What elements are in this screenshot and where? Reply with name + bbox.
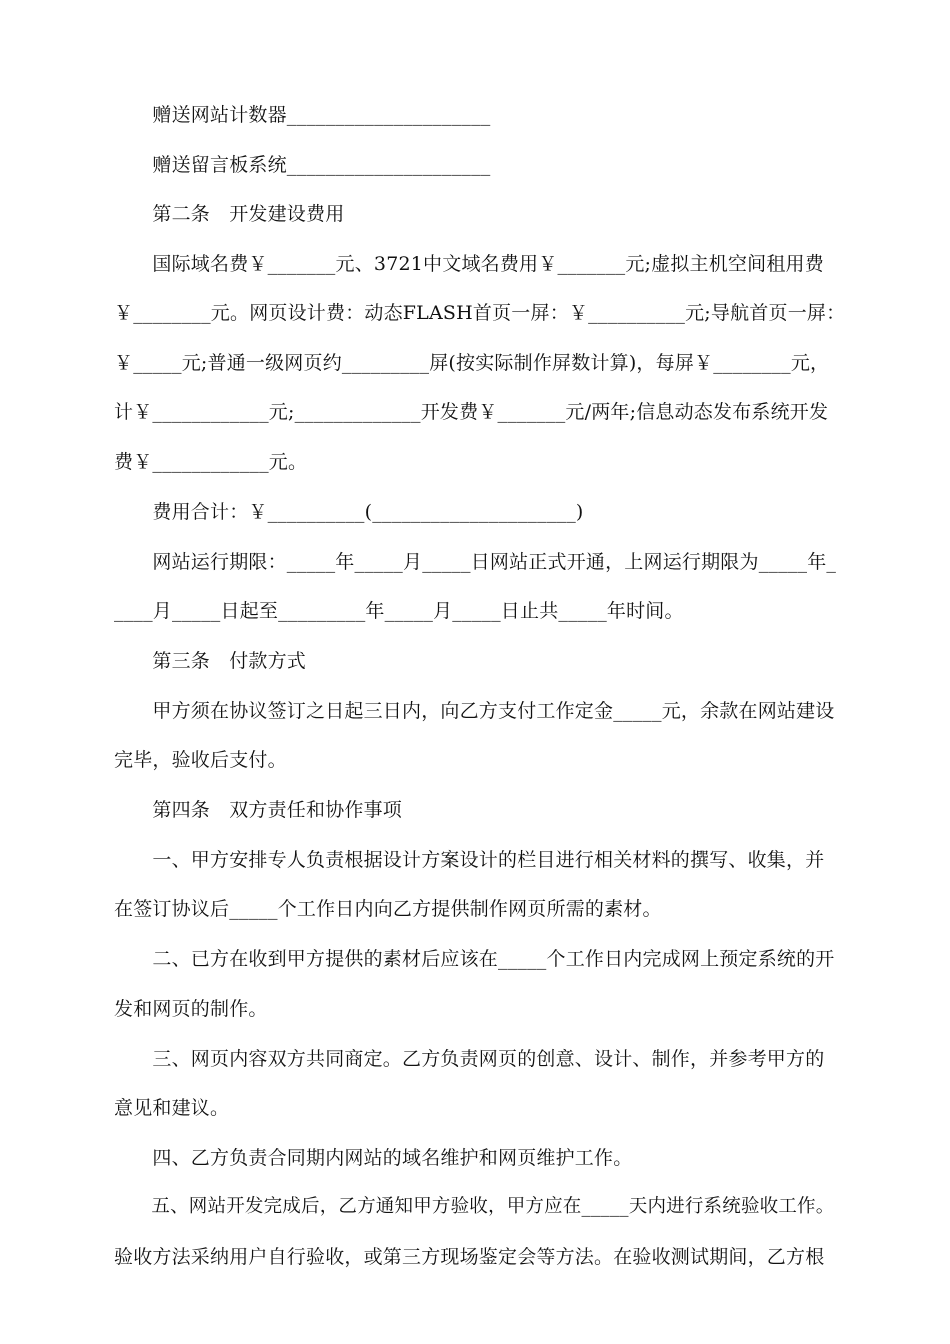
text-line: 一、甲方安排专人负责根据设计方案设计的栏目进行相关材料的撰写、收集，并 [114,849,825,871]
text-line: 费￥____________元。 [114,451,308,473]
text-line: 费用合计：￥__________(_____________________) [114,501,584,523]
section-heading: 第四条 双方责任和协作事项 [114,799,403,821]
text-line: 计￥____________元;_____________开发费￥_______元/两年;信息动态发布系统开发 [114,401,829,423]
text-line: 国际域名费￥_______元、3721中文域名费用￥_______元;虚拟主机空间租用费 [114,253,824,275]
text-line: 二、已方在收到甲方提供的素材后应该在_____个工作日内完成网上预定系统的开 [114,948,835,970]
text-line: 五、网站开发完成后，乙方通知甲方验收，甲方应在_____天内进行系统验收工作。 [114,1196,835,1217]
text-line: 发和网页的制作。 [114,998,268,1020]
text-line: 甲方须在协议签订之日起三日内，向乙方支付工作定金_____元，余款在网站建设 [114,700,835,722]
section-heading: 第二条 开发建设费用 [114,203,345,225]
text-line: 网站运行期限：_____年_____月_____日网站正式开通，上网运行期限为_____年_ [114,551,837,573]
text-line: 完毕，验收后支付。 [114,749,287,771]
section-heading: 第三条 付款方式 [114,650,307,672]
text-line: ____月_____日起至_________年_____月_____日止共_____年时间。 [114,600,684,622]
text-line: 赠送留言板系统_____________________ [114,154,491,176]
text-line: 验收方法采纳用户自行验收，或第三方现场鉴定会等方法。在验收测试期间，乙方根 [114,1246,825,1268]
text-line: 在签订协议后_____个工作日内向乙方提供制作网页所需的素材。 [114,898,662,920]
text-line: 赠送网站计数器_____________________ [114,104,491,126]
text-line: 意见和建议。 [114,1097,230,1119]
text-line: ￥________元。网页设计费：动态FLASH首页一屏：￥__________元;导航首页一屏： [114,302,846,324]
text-line: 三、网页内容双方共同商定。乙方负责网页的创意、设计、制作，并参考甲方的 [114,1048,825,1070]
text-line: 四、乙方负责合同期内网站的域名维护和网页维护工作。 [114,1147,633,1169]
text-line: ￥_____元;普通一级网页约_________屏(按实际制作屏数计算)，每屏￥________元， [114,352,830,374]
